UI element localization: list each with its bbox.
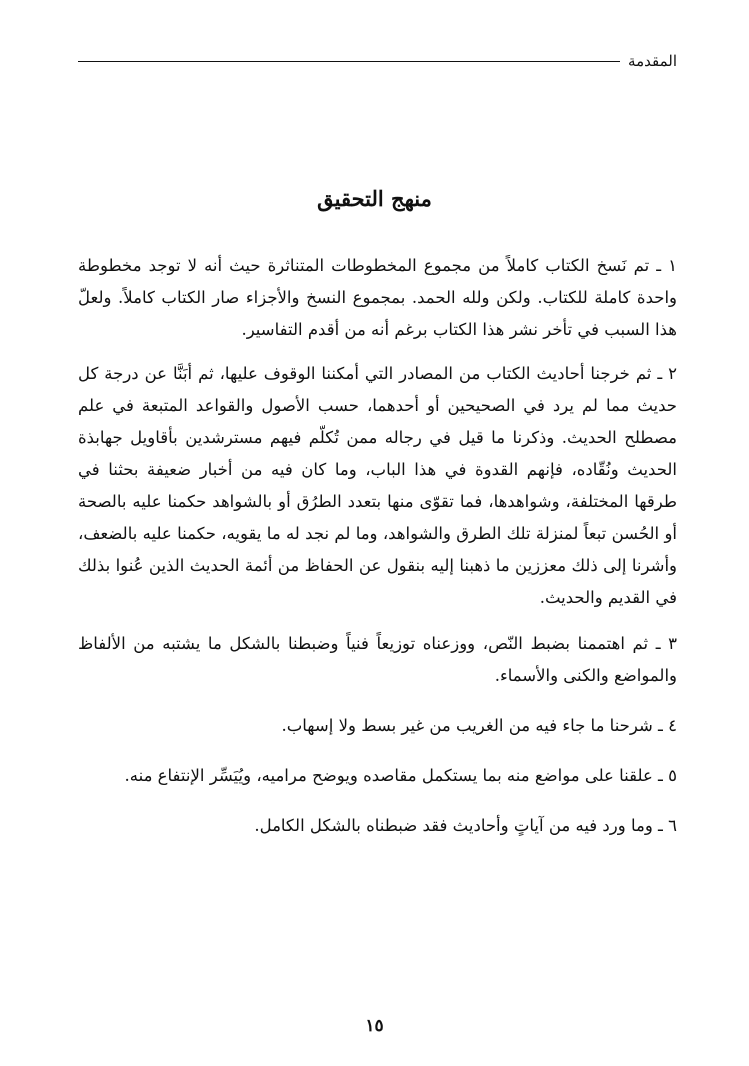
- paragraph-3: ٣ ـ ثم اهتممنا بضبط النّص، ووزعناه توزيعاً فنياً وضبطنا بالشكل ما يشتبه من الألفاظ والمواضع والكنى والأسماء.: [78, 634, 677, 685]
- paragraph-4: ٤ ـ شرحنا ما جاء فيه من الغريب من غير بسط ولا إسهاب.: [281, 716, 677, 735]
- paragraph-1: ١ ـ تم نَسخ الكتاب كاملاً من مجموع المخطوطات المتناثرة حيث أنه لا توجد مخطوطة واحدة كاملة للكتاب. ولكن ولله الحمد. بمجموع النسخ والأجزاء صار الكتاب كاملاً. ولعلّ هذا السبب في تأخر نشر هذا الكتاب برغم أنه من أقدم التفاسير.: [78, 256, 677, 339]
- paragraph-2: ٢ ـ ثم خرجنا أحاديث الكتاب من المصادر التي أمكننا الوقوف عليها، ثم أبَنَّا عن درجة كل حديث مما لم يرد في الصحيحين أو أحدهما، حسب الأصول والقواعد المتبعة في علم مصطلح الحديث. وذكرنا ما قيل في رجاله ممن تُكلّم فيهم مسترشدين بأقاويل جهابذة الحديث ونُقّاده، فإنهم القدوة في هذا الباب، وما كان فيه من أخبار ضعيفة بحثنا في طرقها المختلفة، وشواهدها، فما تقوّى منها بتعدد الطرُق أو بالشواهد حكمنا عليه بالصحة أو الحُسن تبعاً لمنزلة تلك الطرق والشواهد، وما لم نجد له ما يقويه، حكمنا عليه بالضعف، وأشرنا إلى ذلك معززين ما ذهبنا إليه بنقول عن الحفاظ من أئمة الحديث الذين عُنوا بذلك في القديم والحديث.: [78, 364, 677, 607]
- header-rule: [78, 61, 620, 62]
- running-header: [78, 52, 677, 70]
- paragraph-5: ٥ ـ علقنا على مواضع منه بما يستكمل مقاصده ويوضح مراميه، ويُيَسِّر الإنتفاع منه.: [124, 766, 677, 785]
- body-text: [78, 250, 677, 860]
- section-title: منهج التحقيق: [317, 186, 432, 211]
- running-header-title: المقدمة: [628, 52, 677, 70]
- page-number: ١٥: [365, 1016, 384, 1036]
- paragraph-6: ٦ ـ وما ورد فيه من آياتٍ وأحاديث فقد ضبطناه بالشكل الكامل.: [254, 816, 677, 835]
